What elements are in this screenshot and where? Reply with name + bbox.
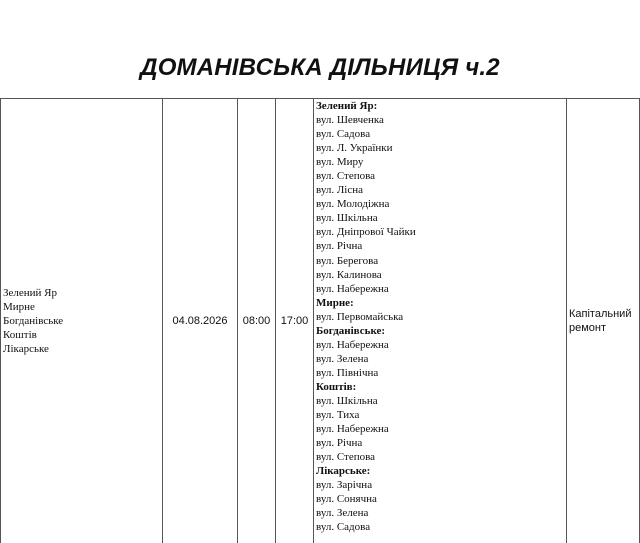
street-group-heading: Мирне: bbox=[316, 296, 354, 309]
street-item: вул. Зарічна bbox=[316, 479, 373, 492]
page-title: ДОМАНІВСЬКА ДІЛЬНИЦЯ ч.2 bbox=[140, 54, 500, 81]
street-item: вул. Річна bbox=[316, 437, 363, 450]
street-item: вул. Північна bbox=[316, 366, 379, 379]
settlements-cell bbox=[1, 99, 163, 543]
settlement-name: Коштів bbox=[3, 329, 37, 341]
end-time-cell: 17:00 bbox=[276, 99, 314, 543]
street-item: вул. Калинова bbox=[316, 268, 382, 281]
street-group-heading: Зелений Яр: bbox=[316, 100, 378, 112]
street-item: вул. Шкільна bbox=[316, 394, 378, 407]
street-group-heading: Богданівське: bbox=[316, 324, 386, 337]
table-row bbox=[1, 99, 640, 543]
settlement-name: Богданівське bbox=[3, 315, 64, 327]
streets-cell bbox=[314, 99, 567, 543]
settlement-name: Зелений Яр bbox=[3, 287, 58, 299]
street-item: вул. Первомайська bbox=[316, 310, 404, 323]
street-item: вул. Зелена bbox=[316, 352, 369, 365]
street-item: вул. Набережна bbox=[316, 282, 389, 295]
street-item: вул. Набережна bbox=[316, 338, 389, 351]
street-item: вул. Л. Українки bbox=[316, 142, 393, 155]
settlement-name: Лікарське bbox=[3, 343, 49, 355]
street-item: вул. Шевченка bbox=[316, 114, 384, 127]
street-item: вул. Степова bbox=[316, 170, 376, 183]
street-group-heading: Лікарське: bbox=[316, 465, 371, 478]
street-item: вул. Степова bbox=[316, 451, 376, 464]
reason-text: ремонт bbox=[569, 322, 607, 334]
street-item: вул. Тиха bbox=[316, 409, 360, 422]
street-item: вул. Молодіжна bbox=[316, 198, 390, 211]
reason-text: Капітальний bbox=[569, 308, 632, 320]
street-item: вул. Садова bbox=[316, 128, 371, 141]
street-item: вул. Садова bbox=[316, 521, 371, 534]
settlement-name: Мирне bbox=[3, 301, 35, 313]
street-item: вул. Миру bbox=[316, 156, 364, 169]
outage-schedule-table bbox=[0, 98, 640, 543]
street-item: вул. Шкільна bbox=[316, 212, 378, 225]
street-item: вул. Берегова bbox=[316, 254, 379, 267]
street-group-heading: Коштів: bbox=[316, 380, 357, 393]
street-item: вул. Зелена bbox=[316, 507, 369, 520]
street-item: вул. Лісна bbox=[316, 184, 363, 197]
street-item: вул. Набережна bbox=[316, 423, 389, 436]
reason-cell bbox=[567, 99, 640, 543]
start-time-cell: 08:00 bbox=[238, 99, 276, 543]
street-item: вул. Дніпрової Чайки bbox=[316, 226, 416, 239]
street-item: вул. Річна bbox=[316, 240, 363, 253]
date-cell: 04.08.2026 bbox=[163, 99, 238, 543]
street-item: вул. Сонячна bbox=[316, 493, 377, 506]
